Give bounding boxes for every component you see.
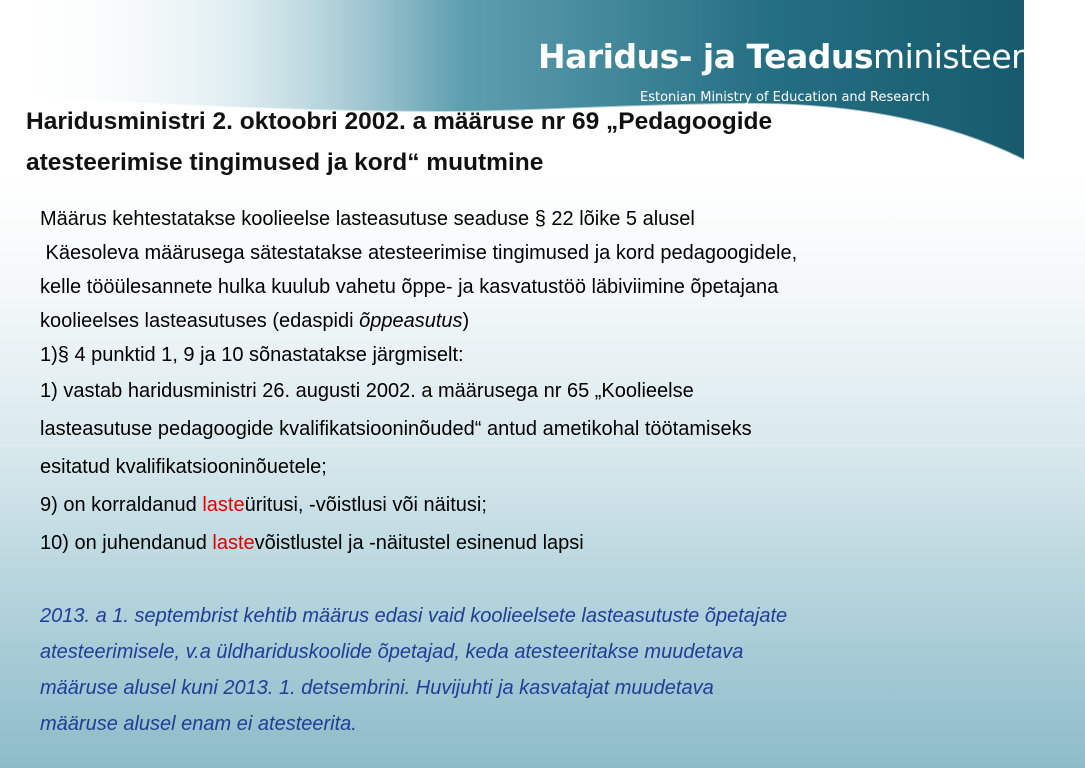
title-line-1: Haridusministri 2. oktoobri 2002. a määruse nr 69 „Pedagoogide (26, 108, 773, 135)
point-10-text-a: 10) on juhendanud (40, 532, 213, 554)
page-title (26, 101, 1001, 183)
slide-body (40, 202, 1000, 742)
ministry-logo (538, 37, 1085, 76)
paragraph-scope-line-2: kelle tööülesannete hulka kuulub vahetu õppe- ja kasvatustöö läbiviimine õpetajana (40, 276, 779, 298)
paragraph-scope-line-3 (40, 304, 1000, 338)
note-line-1: 2013. a 1. septembrist kehtib määrus edasi vaid koolieelsete lasteasutuste õpetajate (40, 605, 788, 627)
point-10-highlight: laste (212, 532, 255, 554)
scope-italic-term: õppeasutus (359, 310, 463, 332)
logo-subtitle: Estonian Ministry of Education and Research (640, 90, 930, 105)
point-9 (40, 486, 1000, 524)
point-9-highlight: laste (202, 494, 245, 516)
scope-text-a: koolieelses lasteasutuses (edaspidi (40, 310, 360, 332)
paragraph-basis: Määrus kehtestatakse koolieelse lasteasutuse seaduse § 22 lõike 5 alusel (40, 208, 695, 230)
logo-light-text: ministeerium (873, 37, 1085, 76)
point-1-line-2: lasteasutuse pedagoogide kvalifikatsiooninõuded“ antud ametikohal töötamiseks (40, 418, 752, 440)
point-1-line-3: esitatud kvalifikatsiooninõuetele; (40, 456, 327, 478)
intro-block (40, 202, 1000, 372)
point-1-line-1: 1) vastab haridusministri 26. augusti 2002. a määrusega nr 65 „Koolieelse (40, 380, 694, 402)
title-line-2: atesteerimise tingimused ja kord“ muutmine (26, 149, 544, 176)
note-line-3: määruse alusel kuni 2013. 1. detsembrini. Huvijuhti ja kasvatajat muudetava (40, 677, 714, 699)
point-10-text-b: võistlustel ja -näitustel esinenud lapsi (254, 532, 584, 554)
point-10 (40, 524, 1000, 562)
note-line-4: määruse alusel enam ei atesteerita. (40, 713, 357, 735)
point-9-text-b: üritusi, -võistlusi või näitusi; (244, 494, 487, 516)
paragraph-amendment: 1)§ 4 punktid 1, 9 ja 10 sõnastatakse järgmiselt: (40, 344, 464, 366)
note-line-2: atesteerimisele, v.a üldhariduskoolide õpetajad, keda atesteeritakse muudetava (40, 641, 744, 663)
validity-note (40, 598, 1000, 742)
amendment-points (40, 372, 1000, 562)
logo-bold-text: Haridus- ja Teadus (538, 37, 874, 76)
point-9-text-a: 9) on korraldanud (40, 494, 203, 516)
paragraph-scope-line-1: Käesoleva määrusega sätestatakse atesteerimise tingimused ja kord pedagoogidele, (40, 242, 798, 264)
scope-text-b: ) (462, 310, 470, 332)
